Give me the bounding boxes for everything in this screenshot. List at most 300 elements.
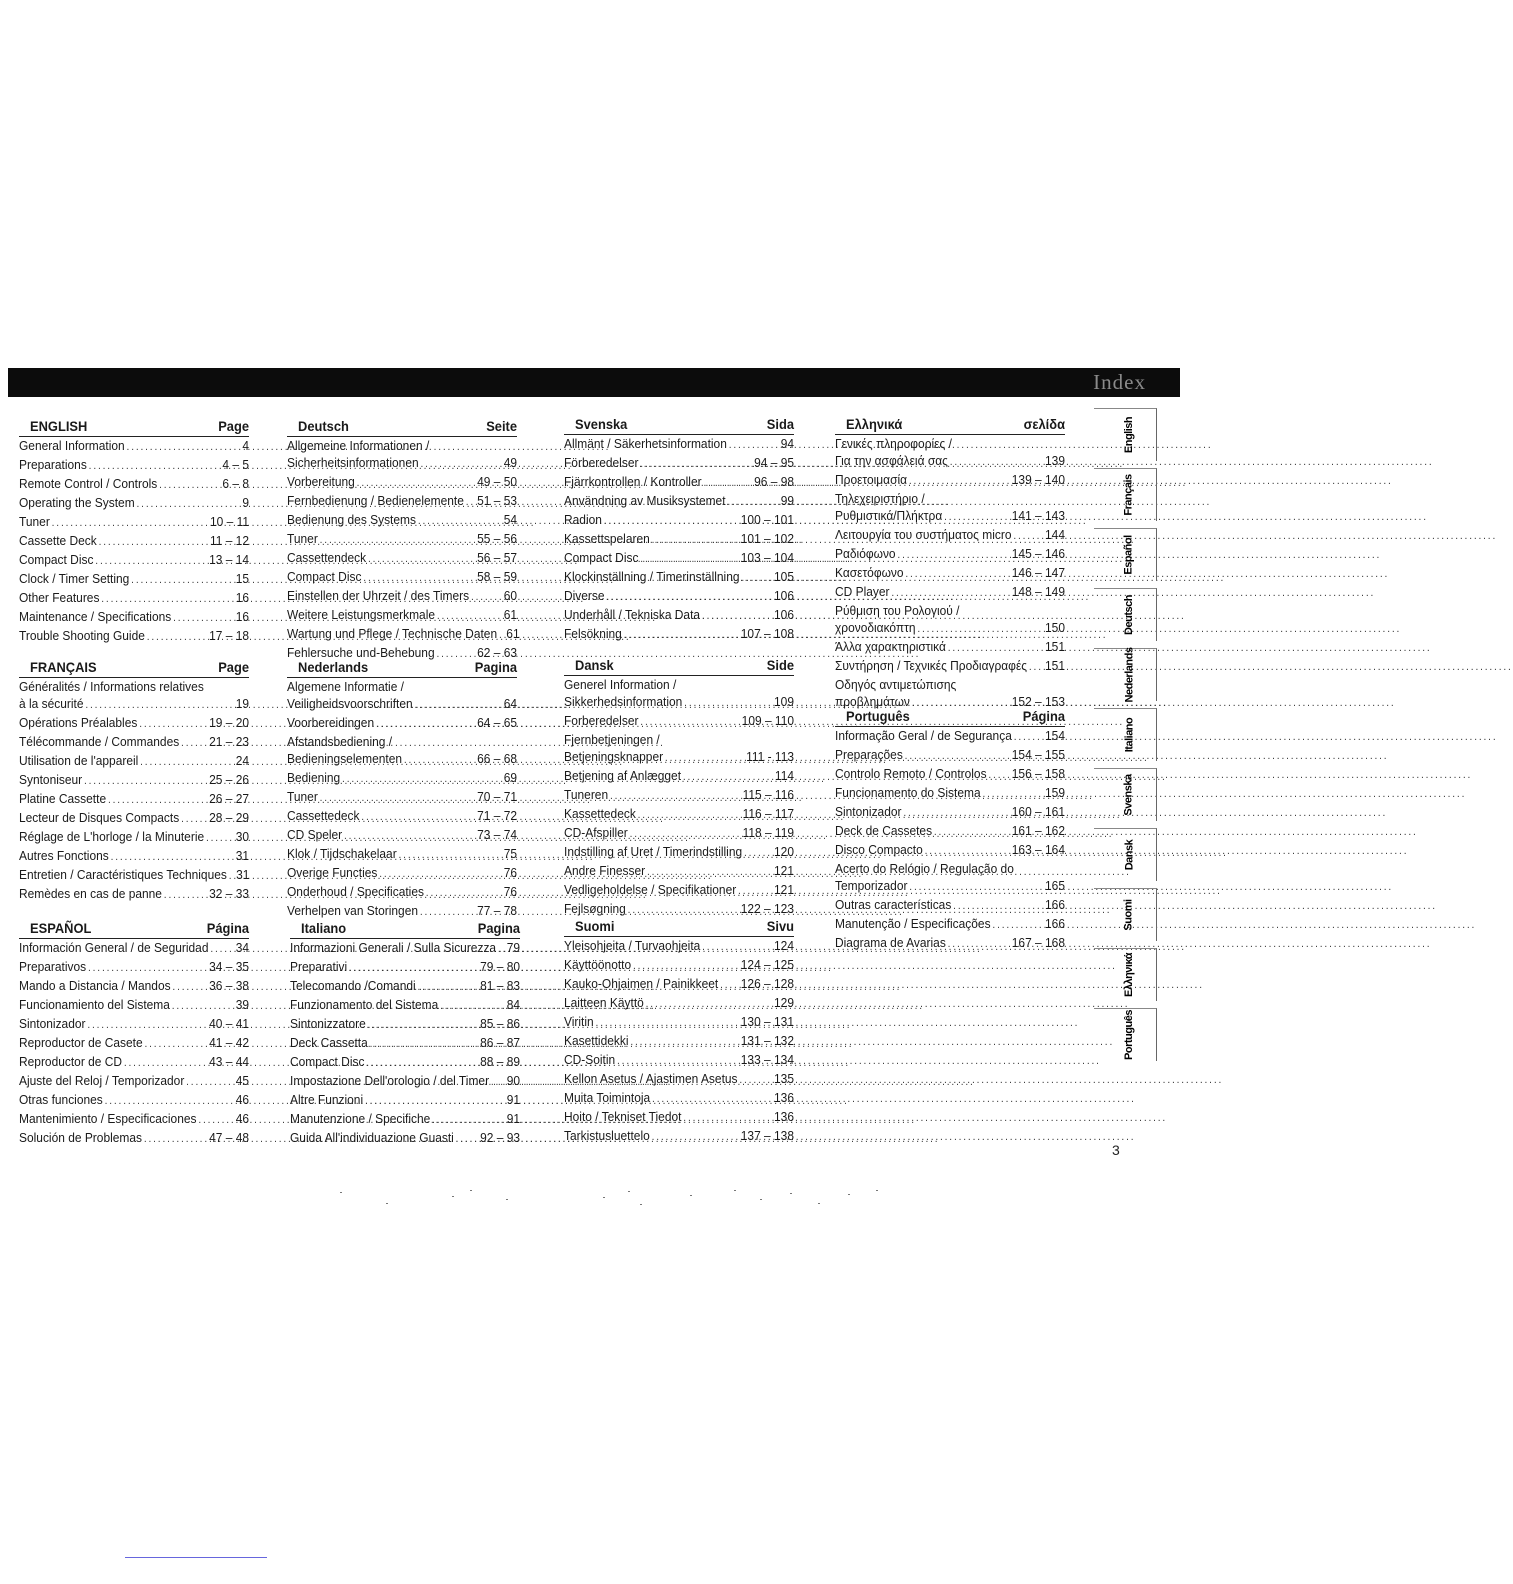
index-entry — [19, 570, 249, 589]
index-entry — [19, 678, 249, 695]
entry-title: Vedligeholdelse / Specifikationer — [564, 882, 737, 897]
dot-leader — [891, 585, 1010, 602]
index-entry — [564, 994, 794, 1013]
entry-pages: 85 – 86 — [480, 1016, 520, 1031]
dot-leader — [925, 843, 1010, 860]
index-entry — [287, 733, 517, 750]
entry-pages: 46 — [235, 1111, 249, 1126]
entry-pages: 19 – 20 — [209, 715, 249, 730]
entry-pages: 106 — [774, 607, 794, 622]
entry-title: Deck de Cassetes — [835, 823, 933, 838]
dot-leader — [948, 640, 1043, 657]
index-entry — [287, 864, 517, 883]
index-entry — [564, 1070, 794, 1089]
language-tab-label: Dansk — [1123, 839, 1135, 871]
index-entry — [19, 977, 249, 996]
entry-title: Compact Disc — [564, 550, 639, 565]
index-entry — [564, 1051, 794, 1070]
entry-title: Ρύθμιση του Ρολογιού / — [835, 603, 960, 618]
entry-pages: 19 — [235, 696, 249, 711]
entry-title: Controlo Remoto / Controlos — [835, 766, 987, 781]
entry-title: Sikkerhedsinformation — [564, 694, 683, 709]
entry-pages: 131 – 132 — [740, 1033, 794, 1048]
entry-pages: 124 — [774, 938, 794, 953]
index-entry — [564, 712, 794, 731]
entry-title: Altre Funzioni — [290, 1092, 364, 1107]
entry-title: Andre Finesser — [564, 863, 646, 878]
entry-title: Ραδιόφωνο — [835, 546, 896, 561]
language-tab[interactable] — [1116, 647, 1142, 703]
entry-pages: 121 — [774, 863, 794, 878]
entry-pages: 79 – 80 — [480, 959, 520, 974]
dot-leader — [703, 475, 752, 492]
entry-pages: 4 — [242, 438, 249, 453]
page-column-label: Sida — [766, 416, 794, 432]
language-tab[interactable] — [1116, 472, 1142, 518]
entry-pages: 101 – 102 — [740, 531, 794, 546]
dot-leader — [456, 1131, 479, 1148]
index-entry — [287, 606, 517, 625]
index-entry — [19, 1053, 249, 1072]
entry-pages: 161 – 162 — [1011, 823, 1065, 838]
entry-title: Deck Cassetta — [290, 1035, 368, 1050]
language-tab-label: Suomi — [1123, 899, 1135, 931]
dot-leader — [357, 475, 476, 492]
index-entry — [564, 435, 794, 454]
index-entry — [564, 606, 794, 625]
index-entry — [564, 568, 794, 587]
dot-leader — [1029, 659, 1043, 676]
index-entry — [564, 625, 794, 644]
index-entry — [19, 939, 249, 958]
entry-title: Compact Disc — [19, 552, 94, 567]
entry-title: Other Features — [19, 590, 100, 605]
dot-leader — [366, 1055, 478, 1072]
dot-leader — [491, 1074, 505, 1091]
entry-title: Guida All'individuazione Guasti — [290, 1130, 454, 1145]
index-entry — [19, 809, 249, 828]
dot-leader — [684, 695, 772, 712]
entry-pages: 51 – 53 — [477, 493, 517, 508]
index-entry — [287, 473, 517, 492]
entry-title: Ajuste del Reloj / Temporizador — [19, 1073, 185, 1088]
entry-title: Algemene Informatie / — [287, 679, 405, 694]
index-entry — [564, 731, 794, 748]
section-title: Italiano — [301, 920, 347, 936]
index-entry — [290, 1129, 520, 1148]
language-tab[interactable] — [1116, 952, 1142, 998]
entry-title: Laitteen Käyttö — [564, 995, 644, 1010]
section-nederlands — [287, 659, 517, 921]
dot-leader — [173, 610, 234, 627]
dot-leader — [652, 532, 739, 549]
dot-leader — [344, 828, 475, 845]
index-entry — [564, 937, 794, 956]
index-entry — [287, 625, 520, 644]
dot-leader — [111, 849, 234, 866]
index-entry — [564, 1108, 794, 1127]
index-entry — [19, 608, 249, 627]
entry-title: Kauko-Ohjaimen / Painikkeet — [564, 976, 719, 991]
page-column-label: Side — [766, 657, 794, 673]
entry-pages: 39 — [235, 997, 249, 1012]
entry-pages: 166 — [1045, 916, 1065, 931]
index-entry — [287, 695, 517, 714]
index-entry — [19, 847, 249, 866]
entry-title: Weitere Leistungsmerkmale — [287, 607, 436, 622]
language-tab-label: Deutsch — [1123, 595, 1135, 635]
entry-title: Bedieningselementen — [287, 751, 403, 766]
dot-leader — [909, 879, 1043, 896]
entry-pages: 71 – 72 — [477, 808, 517, 823]
entry-title: Autres Fonctions — [19, 848, 109, 863]
dot-leader — [606, 589, 772, 606]
index-entry — [564, 975, 794, 994]
entry-title: Sintonizador — [19, 1016, 86, 1031]
dot-leader — [652, 1091, 772, 1108]
entry-title: Förberedelser — [564, 455, 639, 470]
index-entry — [835, 784, 1065, 803]
page-column-label: Página — [1022, 708, 1065, 724]
dot-leader — [399, 847, 502, 864]
dot-leader — [729, 437, 779, 454]
index-entry — [19, 885, 249, 904]
entry-pages: 92 – 93 — [480, 1130, 520, 1145]
dot-leader — [172, 979, 207, 996]
entry-pages: 56 – 57 — [477, 550, 517, 565]
dot-leader — [342, 771, 502, 788]
entry-title: Solución de Problemas — [19, 1130, 143, 1145]
index-bar-label: Index — [1093, 370, 1146, 394]
index-entry — [19, 752, 249, 771]
section-espanol — [19, 920, 249, 1148]
entry-pages: 114 — [774, 768, 794, 783]
index-entry — [835, 915, 1065, 934]
entry-title: Trouble Shooting Guide — [19, 628, 145, 643]
dot-leader — [172, 998, 234, 1015]
dot-leader — [181, 811, 207, 828]
entry-title: Diverse — [564, 588, 605, 603]
entry-title: Wartung und Pflege / Technische Daten — [287, 626, 498, 641]
index-entry — [287, 769, 517, 788]
dot-leader — [365, 1093, 505, 1110]
dot-leader — [210, 941, 234, 958]
index-entry — [564, 1127, 794, 1146]
entry-pages: 66 – 68 — [477, 751, 517, 766]
entry-pages: 148 – 149 — [1011, 584, 1065, 599]
dot-leader — [934, 824, 1010, 841]
entry-title: Manutenzione / Specifiche — [290, 1111, 431, 1126]
entry-title: Fehlersuche und-Behebung — [287, 645, 435, 660]
language-tab[interactable] — [1116, 772, 1142, 818]
language-tab[interactable] — [1116, 412, 1142, 458]
dot-leader — [376, 716, 475, 733]
index-entry — [19, 1091, 249, 1110]
index-entry — [564, 587, 794, 606]
index-entry — [835, 860, 1065, 877]
entry-title: Viritin — [564, 1014, 594, 1029]
entry-title: Sintonizzatore — [290, 1016, 366, 1031]
entry-pages: 151 — [1045, 658, 1065, 673]
entry-title: Mando a Distancia / Mandos — [19, 978, 171, 993]
entry-pages: 54 — [503, 512, 517, 527]
index-entry — [290, 1091, 520, 1110]
language-tab-label: Italiano — [1123, 717, 1136, 753]
dot-leader — [159, 477, 220, 494]
entry-pages: 16 — [235, 590, 249, 605]
entry-title: Réglage de L'horloge / la Minuterie — [19, 829, 205, 844]
entry-pages: 21 – 23 — [209, 734, 249, 749]
index-entry — [564, 492, 794, 511]
entry-pages: 94 — [780, 436, 794, 451]
section-deutsch — [287, 418, 520, 663]
section-title: Suomi — [575, 918, 615, 934]
section-title: ENGLISH — [30, 418, 88, 434]
index-entry — [835, 896, 1065, 915]
entry-pages: 144 — [1045, 527, 1065, 542]
entry-pages: 43 – 44 — [209, 1054, 249, 1069]
entry-pages: 133 – 134 — [740, 1052, 794, 1067]
language-tab[interactable] — [1116, 592, 1142, 638]
dot-leader — [426, 885, 502, 902]
index-entry — [564, 454, 794, 473]
language-tab-label: Español — [1123, 535, 1136, 575]
index-entry — [287, 568, 517, 587]
index-entry — [19, 513, 249, 532]
entry-pages: 91 — [506, 1111, 520, 1126]
entry-title: General Information — [19, 438, 125, 453]
index-entry — [290, 996, 520, 1015]
entry-pages: 130 – 131 — [740, 1014, 794, 1029]
language-tab-label: Français — [1123, 474, 1135, 516]
entry-pages: 94 – 95 — [754, 455, 794, 470]
entry-title: Información General / de Seguridad — [19, 940, 209, 955]
entry-pages: 118 – 119 — [742, 825, 794, 840]
dot-leader — [652, 1129, 739, 1146]
dot-leader — [108, 792, 207, 809]
entry-pages: 154 – 155 — [1011, 747, 1065, 762]
language-tab[interactable] — [1116, 532, 1142, 578]
section-title: Ελληνικά — [846, 416, 903, 432]
language-tab-label: English — [1123, 416, 1136, 454]
entry-title: Telecomando /Comandi — [290, 978, 416, 993]
entry-pages: 109 — [774, 694, 794, 709]
entry-title: Tuneren — [564, 787, 609, 802]
dot-leader — [105, 1093, 234, 1110]
index-header-bar — [8, 368, 1180, 397]
index-entry — [564, 748, 794, 767]
index-entry — [835, 564, 1065, 583]
dot-leader — [917, 621, 1043, 638]
index-entry — [290, 958, 520, 977]
dot-leader — [101, 591, 234, 608]
index-entry — [287, 549, 517, 568]
dot-leader — [950, 454, 1043, 471]
dot-leader — [466, 494, 476, 511]
dot-leader — [206, 830, 234, 847]
index-entry — [564, 1013, 794, 1032]
entry-title: Radion — [564, 512, 602, 527]
entry-title: Användning av Musiksystemet — [564, 493, 726, 508]
dot-leader — [630, 826, 741, 843]
dot-leader — [140, 754, 234, 771]
entry-title: Reproductor de CD — [19, 1054, 123, 1069]
language-tab[interactable] — [1116, 712, 1142, 758]
entry-title: Cassettedeck — [287, 808, 360, 823]
dot-leader — [903, 805, 1010, 822]
entry-title: Generel Information / — [564, 677, 677, 692]
dot-leader — [99, 534, 209, 551]
entry-pages: 77 – 78 — [477, 903, 517, 918]
dot-leader — [437, 608, 502, 625]
dot-leader — [720, 977, 739, 994]
index-entry — [287, 902, 517, 921]
index-entry — [290, 1110, 520, 1129]
section-title: Português — [846, 708, 910, 724]
entry-pages: 129 — [774, 995, 794, 1010]
index-entry — [835, 676, 1065, 693]
dot-leader — [646, 996, 773, 1013]
entry-title: Sicherheitsinformationen — [287, 455, 419, 470]
language-tab-label: Nederlands — [1123, 647, 1136, 703]
entry-pages: 4 – 5 — [222, 457, 249, 472]
section-title: Dansk — [575, 657, 614, 673]
entry-pages: 151 — [1045, 639, 1065, 654]
index-entry — [564, 1089, 794, 1108]
entry-pages: 62 – 63 — [477, 645, 517, 660]
index-entry — [564, 693, 794, 712]
entry-pages: 34 – 35 — [209, 959, 249, 974]
section-header — [835, 416, 1065, 435]
entry-title: Remote Control / Controls — [19, 476, 158, 491]
entry-title: Diagrama de Avarias — [835, 935, 946, 950]
dot-leader — [739, 1072, 772, 1089]
entry-title: Remèdes en cas de panne — [19, 886, 162, 901]
entry-title: Afstandsbediening / — [287, 734, 393, 749]
index-entry — [287, 883, 517, 902]
entry-pages: 41 – 42 — [209, 1035, 249, 1050]
entry-pages: 90 — [506, 1073, 520, 1088]
dot-leader — [741, 570, 772, 587]
entry-pages: 146 – 147 — [1011, 565, 1065, 580]
entry-pages: 163 – 164 — [1011, 842, 1065, 857]
entry-pages: 69 — [503, 770, 517, 785]
dot-leader — [1014, 729, 1043, 746]
entry-pages: 76 — [503, 884, 517, 899]
index-entry — [290, 1053, 520, 1072]
entry-title: Kassettedeck — [564, 806, 636, 821]
dot-leader — [368, 551, 475, 568]
entry-title: Hoito / Tekniset Tiedot — [564, 1109, 682, 1124]
index-entry — [835, 657, 1065, 676]
dot-leader — [432, 1112, 505, 1129]
dot-leader — [361, 809, 475, 826]
language-tab[interactable] — [1116, 832, 1142, 878]
index-entry — [287, 437, 517, 454]
index-entry — [564, 956, 794, 975]
section-header — [290, 920, 520, 939]
entry-title: Tuner — [287, 531, 318, 546]
dot-leader — [418, 513, 502, 530]
index-entry — [564, 676, 794, 693]
dot-leader — [144, 1131, 207, 1148]
entry-title: Muita Toimintoja — [564, 1090, 651, 1105]
dot-leader — [702, 939, 772, 956]
entry-title: CD-Afspiller — [564, 825, 628, 840]
index-entry — [835, 619, 1065, 638]
entry-pages: 116 – 117 — [742, 806, 794, 821]
entry-title: CD Speler — [287, 827, 343, 842]
index-entry — [835, 638, 1065, 657]
index-entry — [19, 866, 249, 885]
dot-leader — [379, 866, 502, 883]
dot-leader — [665, 750, 744, 767]
section-italiano — [290, 920, 520, 1148]
dot-leader — [124, 1055, 207, 1072]
entry-pages: 152 – 153 — [1011, 694, 1065, 709]
index-entry — [835, 803, 1065, 822]
dot-leader — [85, 697, 234, 714]
index-entry — [19, 1129, 249, 1148]
entry-title: Fjärrkontrollen / Kontroller — [564, 474, 702, 489]
index-entry — [287, 678, 517, 695]
entry-title: Fejlsøgning — [564, 901, 626, 916]
index-entry — [19, 1110, 249, 1129]
entry-title: Outras características — [835, 897, 952, 912]
entry-pages: 166 — [1045, 897, 1065, 912]
entry-pages: 75 — [503, 846, 517, 861]
index-entry — [19, 1072, 249, 1091]
page-column-label: Page — [218, 418, 249, 434]
entry-pages: 61 — [506, 626, 520, 641]
entry-pages: 141 – 143 — [1011, 508, 1065, 523]
index-entry — [19, 532, 249, 551]
entry-pages: 40 – 41 — [209, 1016, 249, 1031]
entry-pages: 45 — [235, 1073, 249, 1088]
entry-pages: 96 – 98 — [754, 474, 794, 489]
entry-pages: 73 – 74 — [477, 827, 517, 842]
dot-leader — [414, 697, 501, 714]
index-entry — [564, 767, 794, 786]
entry-pages: 76 — [503, 865, 517, 880]
page-number: 3 — [1112, 1142, 1120, 1158]
entry-title: Impostazione Dell'orologio / del Timer — [290, 1073, 490, 1088]
index-entry — [290, 1034, 520, 1053]
entry-title: Kellon Asetus / Ajastimen Asetus — [564, 1071, 738, 1086]
entry-title: Funcionamiento del Sistema — [19, 997, 170, 1012]
dot-leader — [744, 845, 772, 862]
entry-pages: 16 — [235, 609, 249, 624]
index-entry — [564, 843, 794, 862]
dot-leader — [909, 473, 1010, 490]
entry-title: Mantenimiento / Especificaciones — [19, 1111, 197, 1126]
entry-title: Allgemeine Informationen / — [287, 438, 430, 453]
entry-pages: 36 – 38 — [209, 978, 249, 993]
index-entry — [19, 790, 249, 809]
entry-title: προβλημάτων — [835, 694, 910, 709]
section-header — [287, 659, 517, 678]
entry-pages: 10 – 11 — [209, 514, 249, 529]
dot-leader — [499, 627, 505, 644]
language-tab[interactable] — [1116, 892, 1142, 938]
entry-title: Vorbereitung — [287, 474, 355, 489]
section-title: Svenska — [575, 416, 628, 432]
entry-pages: 124 – 125 — [740, 957, 794, 972]
language-tab[interactable] — [1116, 1012, 1142, 1058]
entry-title: Cassette Deck — [19, 533, 97, 548]
page-column-label: Pagina — [474, 659, 517, 675]
dot-leader — [640, 714, 740, 731]
